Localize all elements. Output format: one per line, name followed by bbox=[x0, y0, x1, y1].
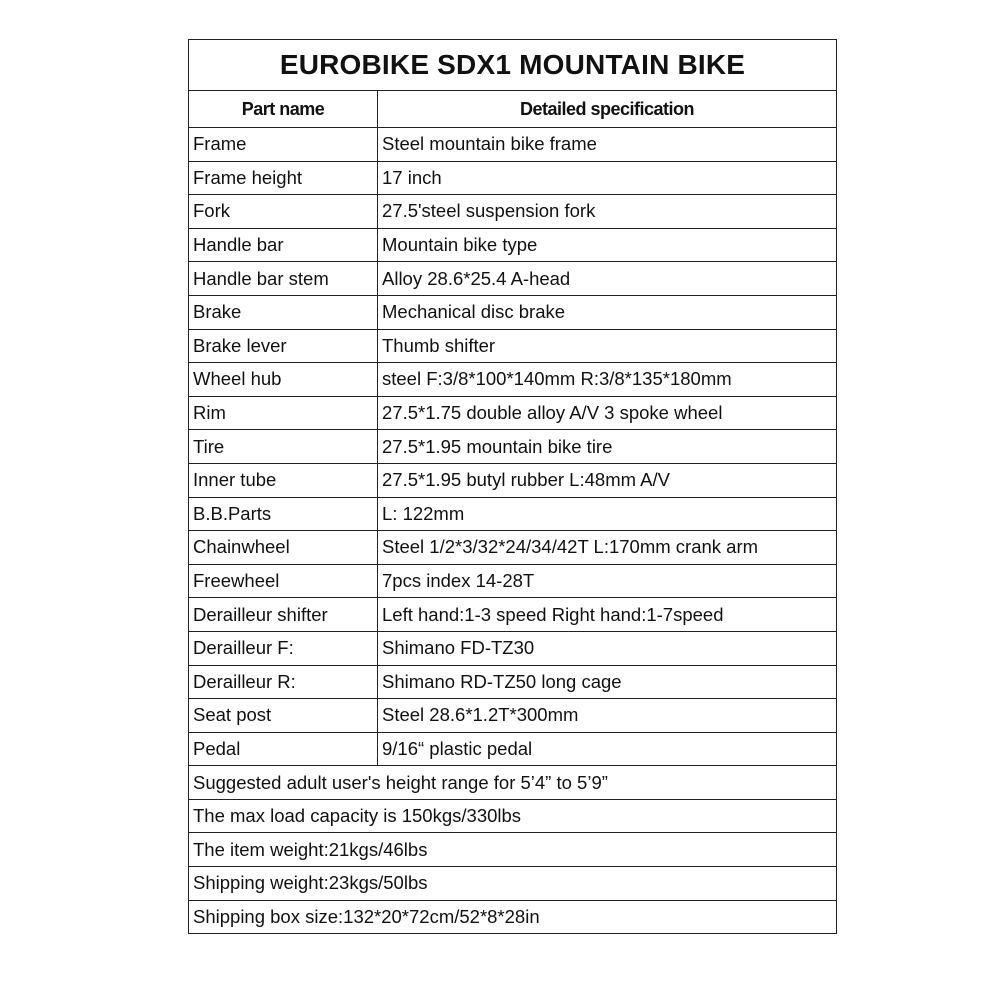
part-name-cell: Pedal bbox=[189, 732, 378, 766]
specification-cell: Steel 28.6*1.2T*300mm bbox=[378, 699, 837, 733]
table-row bbox=[189, 497, 837, 531]
note-cell: Shipping box size:132*20*72cm/52*8*28in bbox=[189, 900, 837, 934]
part-name-cell: Handle bar stem bbox=[189, 262, 378, 296]
table-row bbox=[189, 363, 837, 397]
part-name-cell: Tire bbox=[189, 430, 378, 464]
table-row bbox=[189, 396, 837, 430]
table-row bbox=[189, 463, 837, 497]
specification-cell: Left hand:1-3 speed Right hand:1-7speed bbox=[378, 598, 837, 632]
part-name-cell: Rim bbox=[189, 396, 378, 430]
table-row bbox=[189, 329, 837, 363]
table-row bbox=[189, 430, 837, 464]
part-name-cell: Freewheel bbox=[189, 564, 378, 598]
part-name-cell: Fork bbox=[189, 195, 378, 229]
part-name-cell: Frame bbox=[189, 128, 378, 162]
specification-cell: 27.5*1.95 butyl rubber L:48mm A/V bbox=[378, 463, 837, 497]
note-row bbox=[189, 766, 837, 800]
note-cell: Shipping weight:23kgs/50lbs bbox=[189, 867, 837, 901]
specification-cell: 27.5*1.95 mountain bike tire bbox=[378, 430, 837, 464]
table-row bbox=[189, 295, 837, 329]
table-row bbox=[189, 699, 837, 733]
part-name-cell: Derailleur shifter bbox=[189, 598, 378, 632]
table-row bbox=[189, 631, 837, 665]
note-cell: The max load capacity is 150kgs/330lbs bbox=[189, 799, 837, 833]
table-title: EUROBIKE SDX1 MOUNTAIN BIKE bbox=[189, 40, 837, 91]
specification-cell: Mechanical disc brake bbox=[378, 295, 837, 329]
table-row bbox=[189, 598, 837, 632]
part-name-cell: Derailleur R: bbox=[189, 665, 378, 699]
part-name-cell: Derailleur F: bbox=[189, 631, 378, 665]
specification-cell: 27.5'steel suspension fork bbox=[378, 195, 837, 229]
part-name-cell: Brake lever bbox=[189, 329, 378, 363]
specification-cell: Thumb shifter bbox=[378, 329, 837, 363]
table-row bbox=[189, 262, 837, 296]
specification-cell: steel F:3/8*100*140mm R:3/8*135*180mm bbox=[378, 363, 837, 397]
part-name-cell: Inner tube bbox=[189, 463, 378, 497]
note-row bbox=[189, 867, 837, 901]
specification-cell: 7pcs index 14-28T bbox=[378, 564, 837, 598]
specification-cell: Shimano FD-TZ30 bbox=[378, 631, 837, 665]
table-row bbox=[189, 564, 837, 598]
table-row bbox=[189, 531, 837, 565]
specification-cell: L: 122mm bbox=[378, 497, 837, 531]
part-name-cell: Frame height bbox=[189, 161, 378, 195]
specification-cell: Alloy 28.6*25.4 A-head bbox=[378, 262, 837, 296]
part-name-cell: Brake bbox=[189, 295, 378, 329]
note-row bbox=[189, 900, 837, 934]
header-row bbox=[189, 91, 837, 128]
part-name-cell: Handle bar bbox=[189, 228, 378, 262]
specification-cell: 17 inch bbox=[378, 161, 837, 195]
note-cell: The item weight:21kgs/46lbs bbox=[189, 833, 837, 867]
table-row bbox=[189, 195, 837, 229]
note-row bbox=[189, 799, 837, 833]
specification-cell: Steel mountain bike frame bbox=[378, 128, 837, 162]
table-row bbox=[189, 161, 837, 195]
part-name-cell: B.B.Parts bbox=[189, 497, 378, 531]
part-name-cell: Wheel hub bbox=[189, 363, 378, 397]
specification-cell: Steel 1/2*3/32*24/34/42T L:170mm crank arm bbox=[378, 531, 837, 565]
specification-cell: 9/16“ plastic pedal bbox=[378, 732, 837, 766]
spec-table bbox=[188, 39, 837, 934]
note-cell: Suggested adult user's height range for 5’4” to 5’9” bbox=[189, 766, 837, 800]
specification-cell: 27.5*1.75 double alloy A/V 3 spoke wheel bbox=[378, 396, 837, 430]
specification-cell: Mountain bike type bbox=[378, 228, 837, 262]
table-row bbox=[189, 732, 837, 766]
part-name-cell: Seat post bbox=[189, 699, 378, 733]
header-part-name: Part name bbox=[189, 91, 378, 128]
table-row bbox=[189, 665, 837, 699]
title-row bbox=[189, 40, 837, 91]
header-detailed-specification: Detailed specification bbox=[378, 91, 837, 128]
note-row bbox=[189, 833, 837, 867]
table-row bbox=[189, 228, 837, 262]
part-name-cell: Chainwheel bbox=[189, 531, 378, 565]
table-row bbox=[189, 128, 837, 162]
specification-cell: Shimano RD-TZ50 long cage bbox=[378, 665, 837, 699]
